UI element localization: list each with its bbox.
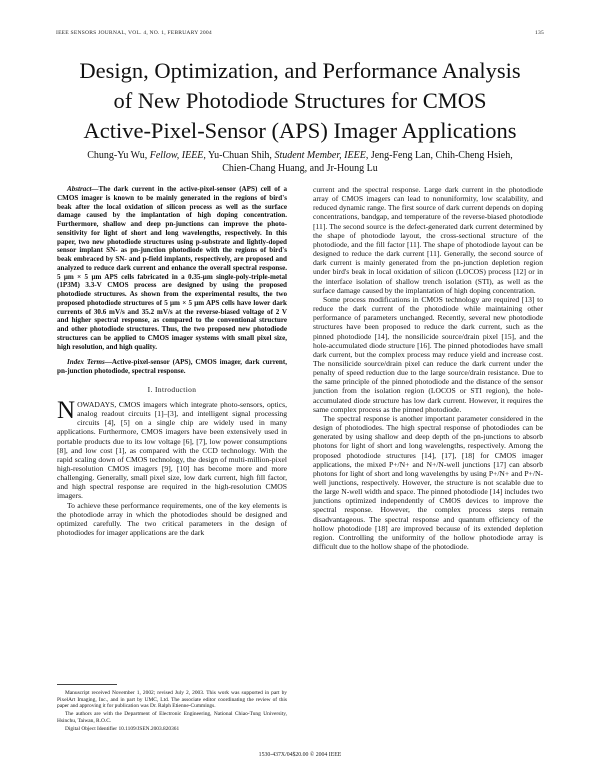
- right-column: [313, 185, 543, 551]
- author-text: , Yu-Chuan Shih,: [203, 150, 275, 161]
- author-membership: Fellow, IEEE: [149, 150, 204, 161]
- abstract: [57, 185, 287, 351]
- index-terms-text: Active-pixel-sensor (APS), CMOS imager, dark current, pn-junction photodiode, spectral response.: [57, 358, 287, 375]
- footnote-affiliation: The authors are with the Department of Electronic Engineering, National Chiao-Tung University, Hsinchu, Taiwan, R.O.C.: [57, 711, 287, 724]
- author-text: Chung-Yu Wu,: [87, 150, 150, 161]
- body-paragraph-3: The spectral response is another important parameter considered in the design of photodiodes. The high spectral response of photodiodes can be generated by using shallow and deep depth of the pn-junctions to absorb photons for light of short and long wavelengths, respectively. Among the proposed photodiode structures [14], [17], [18] for CMOS imager applications, the mixed P+/N+ and N+/N-well junctions [17] can absorb photons for light of short and long wavelengths by using P+/N+ and P+/N-well junctions, respectively. However, the structure is not scalable due to the large N-well width and space. The pinned photodiode [14] includes two junctions optimized independently of CMOS devices to improve the spectral response. However, the complex process steps remain disadvantageous. The spectral response and quantum efficiency of the hollow photodiode [18] are improved because of its extended depletion region. Controlling the uniformity of the hollow photodiode array is difficult due to the hollow shape of the photodiode.: [313, 413, 543, 552]
- footnote-divider: [57, 684, 117, 685]
- page-number: 135: [535, 30, 544, 36]
- footnote-manuscript: Manuscript received November 1, 2002; revised July 2, 2003. This work was supported in part by PixelArt Imaging, Inc., and in part by UMC, Ltd. The associate editor coordinating the review of this paper and approving it for publication was Dr. Ralph Etienne-Cummings.: [57, 690, 287, 710]
- journal-citation: IEEE SENSORS JOURNAL, VOL. 4, NO. 1, FEBRUARY 2004: [56, 30, 212, 36]
- footnote-doi: Digital Object Identifier 10.1109/JSEN.2003.820361: [65, 725, 180, 732]
- title-line-3: Active-Pixel-Sensor (APS) Imager Applications: [83, 118, 517, 143]
- body-paragraph-2: Some process modifications in CMOS technology are required [13] to reduce the dark current of the photodiode while maintaining other performance of parameters unchanged. Recently, several new photodiode structures have been proposed to reduce the dark current, such as the pinned photodiode [14], the nonsilicide source/drain pixel [15], and the hole-accumulated diode structure [16]. The pinned photodiodes have small dark current, but the complex process may reduce yield and increase cost. The nonsilicide source/drain pixel can reduce the dark current under the penalty of speed reduction due to the large source/drain resistance. Due to the same principle of the pinned photodiode and the distance of the sensor junction from the isolation region (LOCOS or STI region), the hole-accumulated diode structure has low dark current. However, it requires the same complex process as the pinned photodiode.: [313, 294, 543, 414]
- author-text: , Jeng-Feng Lan, Chih-Cheng Hsieh,: [365, 150, 513, 161]
- copyright-footer: 1530-437X/04$20.00 © 2004 IEEE: [258, 752, 342, 758]
- index-terms-label: Index Terms—: [67, 358, 112, 367]
- intro-paragraph-1-text: OWADAYS, CMOS imagers which integrate photo-sensors, optics, analog readout circuits [1]–[3], and intelligent signal processing circuits [4], [5] on a single chip are widely used in many applications. Furthermore, CMOS imagers have been extensively used in portable products due to its low voltage [6], [7], low power consumptions [8], and low cost [1], as compared with the CCD technology. With the rapid scaling down of CMOS technology, the design of multi-million-pixel high-resolution CMOS imagers [9], [10] has become more and more challenging. Generally, small pixel size, low dark current, high fill factor, and high spectral response are required in the high-resolution CMOS imagers.: [57, 399, 287, 501]
- title-line-2: of New Photodiode Structures for CMOS: [113, 88, 487, 113]
- abstract-text: The dark current in the active-pixel-sensor (APS) cell of a CMOS imager is known to be mainly generated in the regions of bird's beak after the local oxidation of silicon process as well as the surface damage caused by the implantation of high doping concentration. Furthermore, shallow and deep pn-junctions can improve the photo-sensitivity for light of short and long wavelengths, respectively. In this paper, two new photodiode structures using p-substrate and lightly-doped sensor implant SN- as pn-junction photodiode with the regions of bird's beak embraced by SN- and p-field implants, respectively, are proposed and analyzed to reduce dark current and enhance the overall spectral response. 5 μm × 5 μm APS cells fabricated in a 0.35-μm single-poly-triple-metal (1P3M) 3.3-V CMOS process are designed by using the proposed photodiode structures. As shown from the experimental results, the two proposed photodiode structures of 5 μm × 5 μm APS cells have lower dark currents of 30.6 mV/s and 35.2 mV/s at the reverse-biased voltage of 2 V and higher spectral response, as compared to the conventional structure and other photodiode structures. Thus, the two proposed new photodiode structures can be applied to CMOS imager systems with small pixel size, high resolution, and high quality.: [57, 185, 287, 351]
- author-text: Chien-Chang Huang, and Jr-Houng Lu: [222, 162, 378, 174]
- body-paragraph-1: current and the spectral response. Large dark current in the photodiode array of CMOS imagers can lead to nonuniformity, low scalability, and reduced dynamic range. The first source of dark current depends on doping concentrations, bandgap, and temperature of the reverse-biased photodiode [11]. The second source is the defect-generated dark current determined by the shape of photodiode layout, the cross-sectional structure of the photodiode, and the fill factor [11]. The shape of photodiode layout can be designed to reduce the dark current [11]. Generally, the second source of dark current is mainly generated from the pn-junction depletion region under bird's beak in local oxidation of silicon (LOCOS) process [12] or in the interface isolation of shallow trench isolation (STI), as well as the surface damage caused by the implantation of high doping concentration.: [313, 185, 543, 295]
- running-head: [56, 30, 544, 36]
- paper-title: [30, 56, 570, 146]
- title-line-1: Design, Optimization, and Performance Analysis: [79, 58, 521, 83]
- footnotes: [57, 690, 287, 734]
- section-heading: I. Introduction: [147, 384, 197, 394]
- author-membership: Student Member, IEEE: [274, 150, 366, 161]
- author-list: [60, 150, 540, 175]
- drop-cap: N: [57, 396, 76, 424]
- left-column: [57, 185, 287, 537]
- intro-paragraph-2: To achieve these performance requirements, one of the key elements is the photodiode array in which the photodiodes should be designed and optimized carefully. The two critical parameters in the design of photodiodes for imager applications are the dark: [57, 500, 287, 538]
- abstract-label: Abstract—: [67, 185, 99, 193]
- index-terms: [57, 358, 287, 376]
- intro-paragraph-1: [57, 396, 287, 501]
